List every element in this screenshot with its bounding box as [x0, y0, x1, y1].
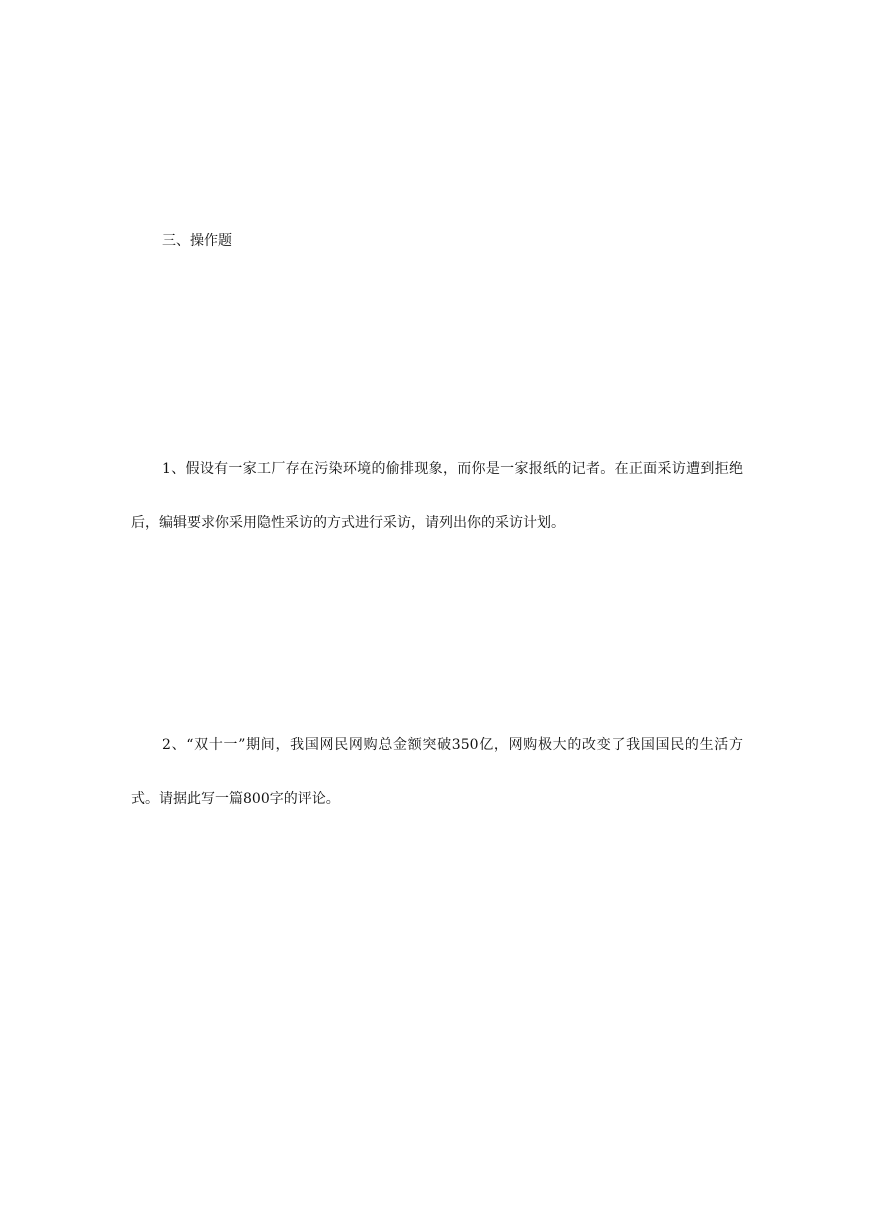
- question-2: 2、“双十一”期间，我国网民网购总金额突破350亿，网购极大的改变了我国国民的生活方式。请据此写一篇800字的评论。: [131, 737, 743, 807]
- section-heading: 三、操作题: [162, 233, 232, 249]
- question-1: 1、假设有一家工厂存在污染环境的偷排现象，而你是一家报纸的记者。在正面采访遭到拒绝后，编辑要求你采用隐性采访的方式进行采访，请列出你的采访计划。: [131, 461, 743, 531]
